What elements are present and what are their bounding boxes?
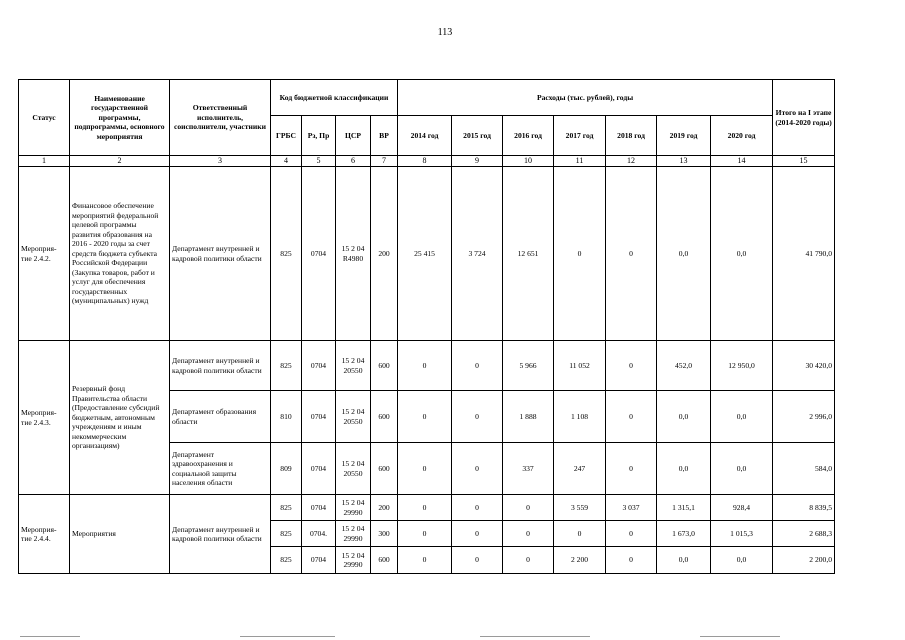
header-2015: 2015 год bbox=[452, 116, 503, 156]
cell-2014: 0 bbox=[398, 341, 452, 391]
cell-2014: 0 bbox=[398, 391, 452, 443]
col-number: 2 bbox=[70, 156, 170, 167]
cell-total: 2 688,3 bbox=[773, 521, 835, 547]
cell-2018: 0 bbox=[606, 521, 657, 547]
cell-2019: 1 673,0 bbox=[657, 521, 711, 547]
col-number: 13 bbox=[657, 156, 711, 167]
cell-2020: 0,0 bbox=[711, 547, 773, 574]
header-2019: 2019 год bbox=[657, 116, 711, 156]
cell-2018: 0 bbox=[606, 443, 657, 495]
cell-2017: 3 559 bbox=[554, 495, 606, 521]
cell-grbs: 825 bbox=[271, 547, 302, 574]
scan-artifact-line bbox=[700, 636, 780, 637]
cell-2020: 0,0 bbox=[711, 167, 773, 341]
row-executor: Департамент внутренней и кадровой политики области bbox=[170, 167, 271, 341]
cell-2016: 0 bbox=[503, 521, 554, 547]
cell-total: 8 839,5 bbox=[773, 495, 835, 521]
col-number: 11 bbox=[554, 156, 606, 167]
cell-2016: 5 966 bbox=[503, 341, 554, 391]
cell-total: 584,0 bbox=[773, 443, 835, 495]
column-numbers-row bbox=[19, 156, 835, 167]
cell-csr: 15 2 04 29990 bbox=[336, 547, 371, 574]
col-number: 5 bbox=[302, 156, 336, 167]
cell-csr: 15 2 04 20550 bbox=[336, 341, 371, 391]
cell-rzpr: 0704 bbox=[302, 547, 336, 574]
cell-rzpr: 0704 bbox=[302, 495, 336, 521]
header-2020: 2020 год bbox=[711, 116, 773, 156]
table-row bbox=[19, 341, 835, 391]
cell-2017: 1 108 bbox=[554, 391, 606, 443]
col-number: 6 bbox=[336, 156, 371, 167]
cell-total: 2 200,0 bbox=[773, 547, 835, 574]
cell-2015: 0 bbox=[452, 341, 503, 391]
row-name: Финансовое обеспечение мероприятий федеральной целевой программы развития образования на 2016 - 2020 годы за счет средств бюджета субъекта Российской Федерации (Закупка товаров, работ и услуг для обеспечения государственных (муниципальных) нужд bbox=[70, 167, 170, 341]
cell-2019: 0,0 bbox=[657, 391, 711, 443]
cell-2017: 11 052 bbox=[554, 341, 606, 391]
cell-2015: 0 bbox=[452, 547, 503, 574]
header-2014: 2014 год bbox=[398, 116, 452, 156]
cell-csr: 15 2 04 R4980 bbox=[336, 167, 371, 341]
cell-2015: 0 bbox=[452, 521, 503, 547]
cell-2016: 12 651 bbox=[503, 167, 554, 341]
cell-2020: 0,0 bbox=[711, 443, 773, 495]
cell-vr: 200 bbox=[371, 495, 398, 521]
cell-vr: 300 bbox=[371, 521, 398, 547]
cell-2014: 0 bbox=[398, 495, 452, 521]
header-csr: ЦСР bbox=[336, 116, 371, 156]
table-row bbox=[19, 495, 835, 521]
cell-2020: 12 950,0 bbox=[711, 341, 773, 391]
cell-grbs: 825 bbox=[271, 167, 302, 341]
cell-grbs: 810 bbox=[271, 391, 302, 443]
cell-2018: 3 037 bbox=[606, 495, 657, 521]
page-number: 113 bbox=[437, 27, 453, 38]
header-rzpr: Рз, Пр bbox=[302, 116, 336, 156]
cell-rzpr: 0704 bbox=[302, 341, 336, 391]
cell-grbs: 825 bbox=[271, 341, 302, 391]
row-executor: Департамент образования области bbox=[170, 391, 271, 443]
cell-grbs: 809 bbox=[271, 443, 302, 495]
header-executor: Ответственный исполнитель, соисполнители, участники bbox=[170, 80, 271, 156]
cell-2017: 2 200 bbox=[554, 547, 606, 574]
header-total: Итого на I этапе (2014-2020 годы) bbox=[773, 80, 835, 156]
cell-rzpr: 0704 bbox=[302, 167, 336, 341]
cell-rzpr: 0704 bbox=[302, 443, 336, 495]
col-number: 15 bbox=[773, 156, 835, 167]
row-name: Резервный фонд Правительства области (Предоставление субсидий бюджетным, автономным учреждениям и иным некоммерческим организациям) bbox=[70, 341, 170, 495]
col-number: 14 bbox=[711, 156, 773, 167]
header-2016: 2016 год bbox=[503, 116, 554, 156]
cell-2020: 928,4 bbox=[711, 495, 773, 521]
cell-2019: 1 315,1 bbox=[657, 495, 711, 521]
row-status: Мероприя-тие 2.4.4. bbox=[19, 495, 70, 574]
cell-csr: 15 2 04 29990 bbox=[336, 495, 371, 521]
cell-2018: 0 bbox=[606, 341, 657, 391]
header-grbs: ГРБС bbox=[271, 116, 302, 156]
row-status: Мероприя-тие 2.4.3. bbox=[19, 341, 70, 495]
col-number: 3 bbox=[170, 156, 271, 167]
col-number: 9 bbox=[452, 156, 503, 167]
col-number: 10 bbox=[503, 156, 554, 167]
cell-csr: 15 2 04 20550 bbox=[336, 391, 371, 443]
scan-artifact-line bbox=[480, 636, 590, 637]
cell-2015: 0 bbox=[452, 443, 503, 495]
header-name: Наименование государственной программы, подпрограммы, основного мероприятия bbox=[70, 80, 170, 156]
cell-vr: 600 bbox=[371, 547, 398, 574]
cell-vr: 600 bbox=[371, 391, 398, 443]
cell-2018: 0 bbox=[606, 391, 657, 443]
row-executor: Департамент внутренней и кадровой политики области bbox=[170, 495, 271, 574]
col-number: 8 bbox=[398, 156, 452, 167]
cell-total: 2 996,0 bbox=[773, 391, 835, 443]
header-2017: 2017 год bbox=[554, 116, 606, 156]
cell-2014: 0 bbox=[398, 521, 452, 547]
cell-2020: 0,0 bbox=[711, 391, 773, 443]
cell-2019: 0,0 bbox=[657, 547, 711, 574]
header-budget-code: Код бюджетной классификации bbox=[271, 80, 398, 116]
cell-total: 41 790,0 bbox=[773, 167, 835, 341]
header-2018: 2018 год bbox=[606, 116, 657, 156]
cell-2016: 1 888 bbox=[503, 391, 554, 443]
row-name: Мероприятия bbox=[70, 495, 170, 574]
col-number: 7 bbox=[371, 156, 398, 167]
cell-2014: 0 bbox=[398, 443, 452, 495]
header-vr: ВР bbox=[371, 116, 398, 156]
cell-vr: 600 bbox=[371, 341, 398, 391]
cell-2015: 0 bbox=[452, 391, 503, 443]
cell-2014: 0 bbox=[398, 547, 452, 574]
cell-2016: 0 bbox=[503, 547, 554, 574]
budget-table bbox=[18, 79, 835, 574]
cell-2018: 0 bbox=[606, 547, 657, 574]
cell-2018: 0 bbox=[606, 167, 657, 341]
header-row-1 bbox=[19, 80, 835, 116]
cell-grbs: 825 bbox=[271, 495, 302, 521]
table-row bbox=[19, 167, 835, 341]
cell-vr: 600 bbox=[371, 443, 398, 495]
row-status: Мероприя-тие 2.4.2. bbox=[19, 167, 70, 341]
row-executor: Департамент здравоохранения и социальной защиты населения области bbox=[170, 443, 271, 495]
cell-2019: 452,0 bbox=[657, 341, 711, 391]
cell-vr: 200 bbox=[371, 167, 398, 341]
scan-artifact-line bbox=[20, 636, 80, 637]
header-expenses: Расходы (тыс. рублей), годы bbox=[398, 80, 773, 116]
cell-2017: 0 bbox=[554, 521, 606, 547]
cell-2016: 0 bbox=[503, 495, 554, 521]
row-executor: Департамент внутренней и кадровой политики области bbox=[170, 341, 271, 391]
cell-csr: 15 2 04 29990 bbox=[336, 521, 371, 547]
cell-2017: 247 bbox=[554, 443, 606, 495]
cell-rzpr: 0704 bbox=[302, 391, 336, 443]
cell-rzpr: 0704. bbox=[302, 521, 336, 547]
cell-2015: 0 bbox=[452, 495, 503, 521]
cell-2016: 337 bbox=[503, 443, 554, 495]
header-status: Статус bbox=[19, 80, 70, 156]
cell-2017: 0 bbox=[554, 167, 606, 341]
cell-2020: 1 015,3 bbox=[711, 521, 773, 547]
cell-2019: 0,0 bbox=[657, 167, 711, 341]
cell-2019: 0,0 bbox=[657, 443, 711, 495]
col-number: 1 bbox=[19, 156, 70, 167]
scan-artifact-line bbox=[240, 636, 335, 637]
cell-total: 30 420,0 bbox=[773, 341, 835, 391]
cell-grbs: 825 bbox=[271, 521, 302, 547]
col-number: 4 bbox=[271, 156, 302, 167]
cell-2015: 3 724 bbox=[452, 167, 503, 341]
cell-csr: 15 2 04 20550 bbox=[336, 443, 371, 495]
col-number: 12 bbox=[606, 156, 657, 167]
cell-2014: 25 415 bbox=[398, 167, 452, 341]
